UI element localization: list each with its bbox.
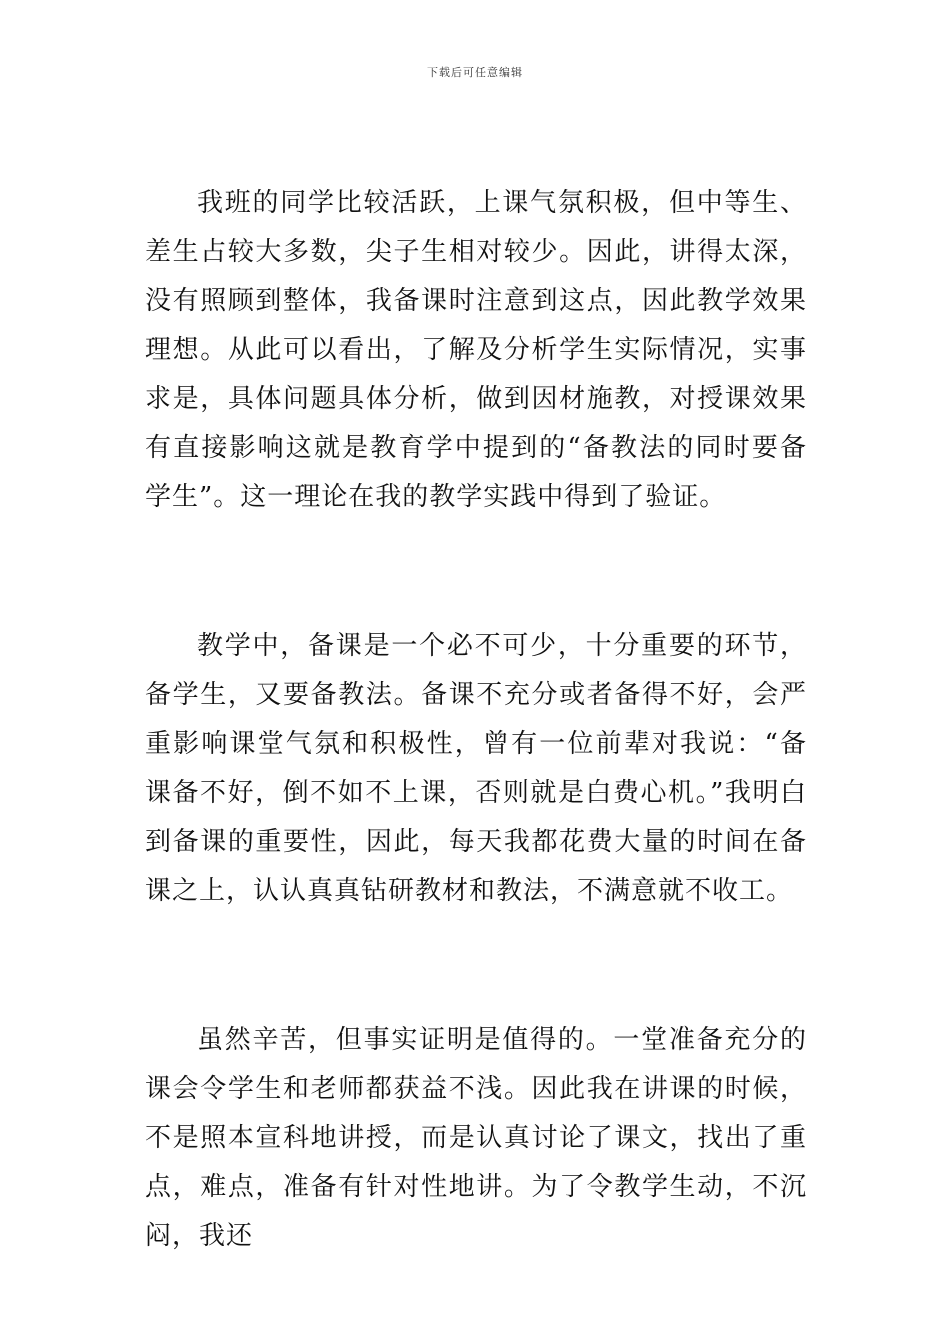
document-body <box>145 179 807 1261</box>
paragraph-2: 教学中，备课是一个必不可少，十分重要的环节，备学生，又要备教法。备课不充分或者备得不好，会严重影响课堂气氛和积极性，曾有一位前辈对我说：“备课备不好，倒不如不上课，否则就是白费心机。”我明白到备课的重要性，因此，每天我都花费大量的时间在备课之上，认认真真钻研教材和教法，不满意就不收工。 <box>145 631 807 906</box>
page-header: 下载后可任意编辑 <box>427 66 523 79</box>
paragraph-3: 虽然辛苦，但事实证明是值得的。一堂准备充分的课会令学生和老师都获益不浅。因此我在讲课的时候，不是照本宣科地讲授，而是认真讨论了课文，找出了重点，难点，准备有针对性地讲。为了令教学生动，不沉闷，我还 <box>145 1025 807 1251</box>
paragraph-1: 我班的同学比较活跃，上课气氛积极，但中等生、差生占较大多数，尖子生相对较少。因此，讲得太深，没有照顾到整体，我备课时注意到这点，因此教学效果理想。从此可以看出，了解及分析学生实际情况，实事求是，具体问题具体分析，做到因材施教，对授课效果有直接影响这就是教育学中提到的“备教法的同时要备学生”。这一理论在我的教学实践中得到了验证。 <box>145 188 807 512</box>
